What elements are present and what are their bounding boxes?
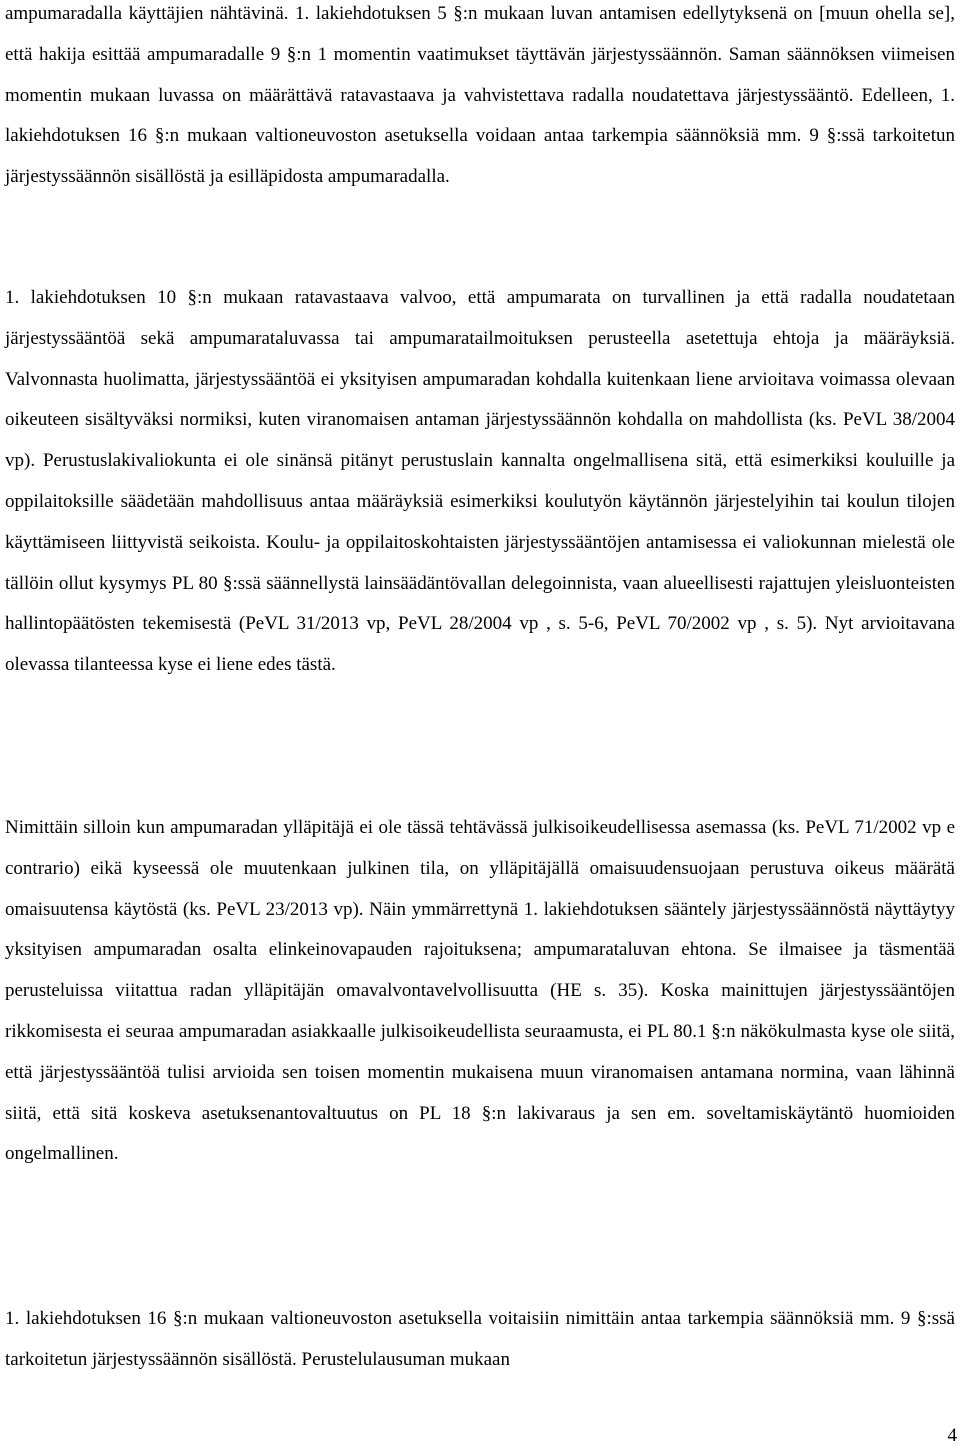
paragraph-3: Nimittäin silloin kun ampumaradan ylläpitäjä ei ole tässä tehtävässä julkisoikeudellisessa asemassa (ks. PeVL 71/2002 vp e contrario) eikä kyseessä ole muutenkaan julkinen tila, on ylläpitäjällä omaisuudensuojaan perustuva oikeus määrätä omaisuutensa käytöstä (ks. PeVL 23/2013 vp). Näin ymmärrettynä 1. lakiehdotuksen sääntely järjestyssäännöstä näyttäytyy yksityisen ampumaradan osalta elinkeinovapauden rajoituksena; ampumarataluvan ehtona. Se ilmaisee ja täsmentää perusteluissa viitattua radan ylläpitäjän omavalvontavelvollisuutta (HE s. 35). Koska mainittujen järjestyssääntöjen rikkomisesta ei seuraa ampumaradan asiakkaalle julkisoikeudellista seuraamusta, ei PL 80.1 §:n näkökulmasta kyse ole siitä, että järjestyssääntöä tulisi arvioida sen toisen momentin mukaisena muun viranomaisen antamana normina, vaan lähinnä siitä, että sitä koskeva asetuksenantovaltuutus on PL 18 §:n lakivaraus ja sen em. soveltamiskäytäntö huomioiden ongelmallinen. <box>5 817 955 1165</box>
paragraph-1: ampumaradalla käyttäjien nähtävinä. 1. lakiehdotuksen 5 §:n mukaan luvan antamisen edellytyksenä on [muun ohella se], että hakija esittää ampumaradalle 9 §:n 1 momentin vaatimukset täyttävän järjestyssäännön. Saman säännöksen viimeisen momentin mukaan luvassa on määrättävä ratavastaava ja vahvistettava radalla noudatettava järjestyssääntö. Edelleen, 1. lakiehdotuksen 16 §:n mukaan valtioneuvoston asetuksella voidaan antaa tarkempia säännöksiä mm. 9 §:ssä tarkoitetun järjestyssäännön sisällöstä ja esilläpidosta ampumaradalla. <box>5 3 955 188</box>
page-number: 4 <box>947 1425 957 1446</box>
paragraph-4: 1. lakiehdotuksen 16 §:n mukaan valtioneuvoston asetuksella voitaisiin nimittäin antaa tarkempia säännöksiä mm. 9 §:ssä tarkoitetun järjestyssäännön sisällöstä. Perustelulausuman mukaan <box>5 1308 955 1370</box>
paragraph-2: 1. lakiehdotuksen 10 §:n mukaan ratavastaava valvoo, että ampumarata on turvallinen ja että radalla noudatetaan järjestyssääntöä sekä ampumarataluvassa tai ampumaratailmoituksen perusteella asetettuja ehtoja ja määräyksiä. Valvonnasta huolimatta, järjestyssääntöä ei yksityisen ampumaradan kohdalla kuitenkaan liene arvioitava voimassa olevaan oikeuteen sisältyväksi normiksi, kuten viranomaisen antaman järjestyssäännön kohdalla on mahdollista (ks. PeVL 38/2004 vp). Perustuslakivaliokunta ei ole sinänsä pitänyt perustuslain kannalta ongelmallisena sitä, että esimerkiksi kouluille ja oppilaitoksille säädetään mahdollisuus antaa määräyksiä esimerkiksi koulutyön käytännön järjestelyihin tai koulun tilojen käyttämiseen liittyvistä seikoista. Koulu- ja oppilaitoskohtaisten järjestyssääntöjen antamisessa ei valiokunnan mielestä ole tällöin ollut kysymys PL 80 §:ssä säännellystä lainsäädäntövallan delegoinnista, vaan alueellisesti rajattujen yleisluonteisten hallintopäätösten tekemisestä (PeVL 31/2013 vp, PeVL 28/2004 vp , s. 5-6, PeVL 70/2002 vp , s. 5). Nyt arvioitavana olevassa tilanteessa kyse ei liene edes tästä. <box>5 287 955 676</box>
